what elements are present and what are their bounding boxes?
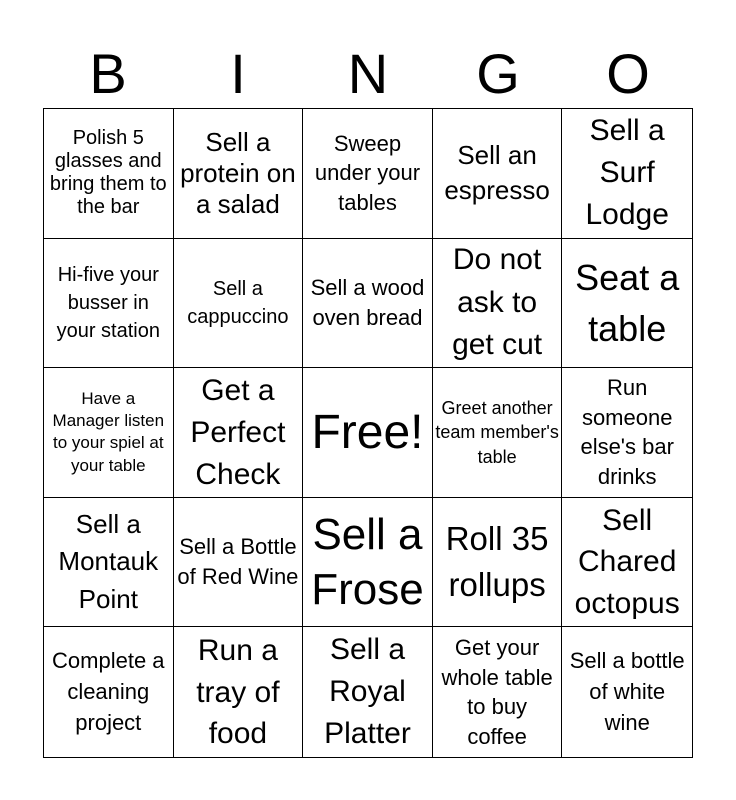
bingo-cell[interactable]: Sell a wood oven bread <box>303 239 433 369</box>
header-letter-o: O <box>606 42 650 105</box>
bingo-grid <box>43 108 693 758</box>
bingo-cell[interactable]: Polish 5 glasses and bring them to the bar <box>44 109 174 239</box>
bingo-cell[interactable]: Sell a Royal Platter <box>303 627 433 757</box>
header-letter-n: N <box>347 42 389 105</box>
bingo-cell[interactable]: Greet another team member's table <box>433 368 563 498</box>
bingo-cell[interactable]: Sell a Bottle of Red Wine <box>174 498 304 628</box>
bingo-cell[interactable]: Run a tray of food <box>174 627 304 757</box>
bingo-cell[interactable]: Run someone else's bar drinks <box>562 368 692 498</box>
bingo-cell[interactable]: Sell Chared octopus <box>562 498 692 628</box>
bingo-cell[interactable]: Sell an espresso <box>433 109 563 239</box>
bingo-header <box>43 40 693 108</box>
bingo-cell[interactable]: Get a Perfect Check <box>174 368 304 498</box>
bingo-cell[interactable]: Complete a cleaning project <box>44 627 174 757</box>
bingo-cell[interactable]: Roll 35 rollups <box>433 498 563 628</box>
bingo-cell[interactable]: Free! <box>303 368 433 498</box>
bingo-cell[interactable]: Sell a Surf Lodge <box>562 109 692 239</box>
bingo-cell[interactable]: Sell a Montauk Point <box>44 498 174 628</box>
bingo-cell[interactable]: Sell a cappuccino <box>174 239 304 369</box>
header-letter-i: I <box>230 42 246 105</box>
bingo-cell[interactable]: Hi-five your busser in your station <box>44 239 174 369</box>
bingo-cell[interactable]: Sweep under your tables <box>303 109 433 239</box>
bingo-cell[interactable]: Do not ask to get cut <box>433 239 563 369</box>
bingo-cell[interactable]: Sell a Frose <box>303 498 433 628</box>
header-letter-g: G <box>476 42 520 105</box>
bingo-cell[interactable]: Get your whole table to buy coffee <box>433 627 563 757</box>
header-letter-b: B <box>89 42 127 105</box>
bingo-cell[interactable]: Seat a table <box>562 239 692 369</box>
bingo-cell[interactable]: Sell a bottle of white wine <box>569 648 685 735</box>
bingo-cell[interactable]: Have a Manager listen to your spiel at your table <box>44 368 174 498</box>
bingo-cell[interactable]: Sell a protein on a salad <box>174 109 304 239</box>
